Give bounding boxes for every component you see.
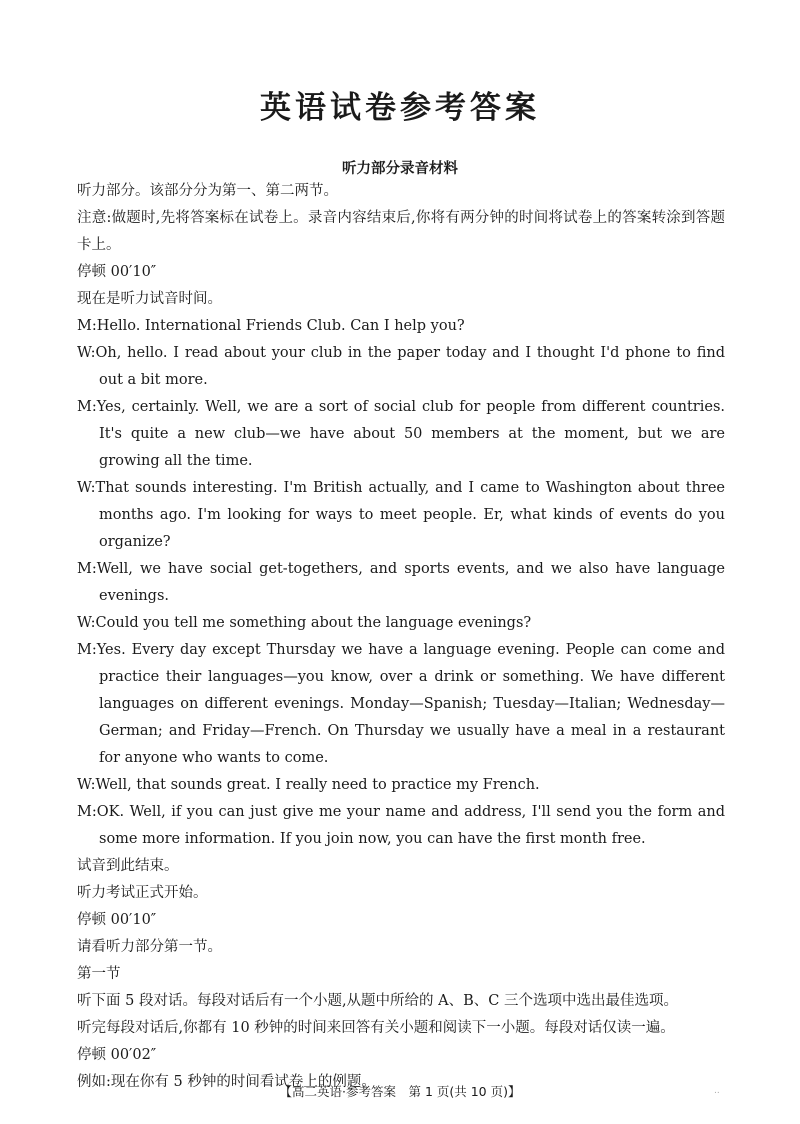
paragraph-intro: 听力部分。该部分分为第一、第二两节。 <box>77 183 338 199</box>
pause-line: 停顿 00′02″ <box>77 1047 157 1063</box>
paragraph-notice: 注意:做题时,先将答案标在试卷上。录音内容结束后,你将有两分钟的时间将试卷上的答案转涂到答题卡上。 <box>77 210 725 253</box>
dialogue-line: W:Oh, hello. I read about your club in the paper today and I thought I'd phone to find out a bit more. <box>77 345 725 388</box>
paragraph-instructions: 听下面 5 段对话。每段对话后有一个小题,从题中所给的 A、B、C 三个选项中选出最佳选项。 <box>77 993 678 1009</box>
dialogue-line: M:Well, we have social get-togethers, and sports events, and we also have language evenings. <box>77 561 725 604</box>
paragraph-exam-start: 听力考试正式开始。 <box>77 885 208 901</box>
paragraph-example: 例如:现在你有 5 秒钟的时间看试卷上的例题。 <box>77 1074 376 1090</box>
dialogue-line: M:Hello. International Friends Club. Can I help you? <box>77 318 465 334</box>
corner-mark: .. <box>714 1086 720 1096</box>
paragraph-section-prompt: 请看听力部分第一节。 <box>77 939 222 955</box>
dialogue-line: M:Yes, certainly. Well, we are a sort of social club for people from different countries. It's quite a new club—we have about 50 members at the moment, but we are growing all the time. <box>77 399 725 469</box>
transcript-body <box>77 178 725 1096</box>
paragraph-test-end: 试音到此结束。 <box>77 858 179 874</box>
dialogue-line: W:That sounds interesting. I'm British actually, and I came to Washington about three months ago. I'm looking for ways to meet people. Er, what kinds of events do you organize? <box>77 480 725 550</box>
section-heading: 第一节 <box>77 966 121 982</box>
dialogue-line: M:Yes. Every day except Thursday we have a language evening. People can come and practice their languages—you know, over a drink or something. We have different languages on different evenings. Monday—Spanish; Tuesday—Italian; Wednesday—German; and Friday—French. On Thursday we usually have a meal in a restaurant for anyone who wants to come. <box>77 642 725 766</box>
dialogue-line: W:Well, that sounds great. I really need to practice my French. <box>77 777 540 793</box>
page-footer: 【高二英语·参考答案 第 1 页(共 10 页)】 <box>279 1084 521 1099</box>
dialogue-line: M:OK. Well, if you can just give me your name and address, I'll send you the form and some more information. If you join now, you can have the first month free. <box>77 804 725 847</box>
pause-line: 停顿 00′10″ <box>77 912 157 928</box>
pause-line: 停顿 00′10″ <box>77 264 157 280</box>
section-subtitle: 听力部分录音材料 <box>342 161 458 177</box>
document-title: 英语试卷参考答案 <box>260 90 540 126</box>
paragraph-test-time: 现在是听力试音时间。 <box>77 291 222 307</box>
paragraph-instructions: 听完每段对话后,你都有 10 秒钟的时间来回答有关小题和阅读下一小题。每段对话仅读一遍。 <box>77 1020 675 1036</box>
dialogue-line: W:Could you tell me something about the language evenings? <box>77 615 532 631</box>
